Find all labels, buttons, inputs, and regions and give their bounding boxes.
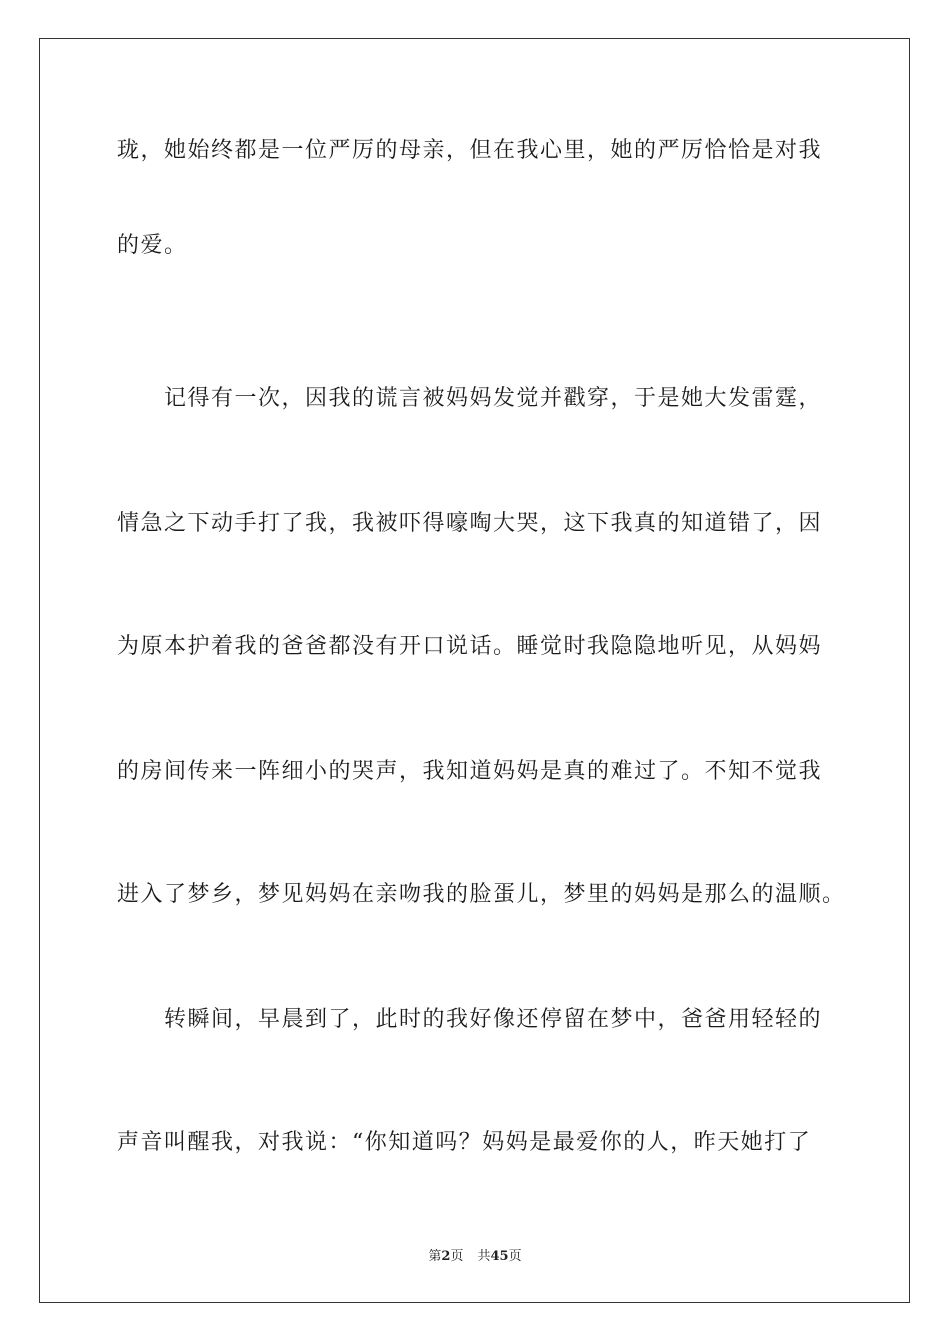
text-line: 的房间传来一阵细小的哭声，我知道妈妈是真的难过了。不知不觉我	[117, 759, 823, 784]
text-line: 的爱。	[117, 233, 188, 258]
text-line: 珑，她始终都是一位严厉的母亲，但在我心里，她的严厉恰恰是对我	[117, 138, 823, 163]
text-line: 记得有一次，因我的谎言被妈妈发觉并戳穿，于是她大发雷霆，	[117, 386, 823, 411]
page-prefix: 第	[428, 1249, 442, 1264]
text-line: 情急之下动手打了我，我被吓得嚎啕大哭，这下我真的知道错了，因	[117, 511, 823, 536]
text-line: 转瞬间，早晨到了，此时的我好像还停留在梦中，爸爸用轻轻的	[117, 1007, 823, 1032]
text-line: 声音叫醒我，对我说：“你知道吗？妈妈是最爱你的人，昨天她打了	[117, 1130, 812, 1155]
page-footer	[0, 1248, 950, 1266]
page-border	[39, 38, 910, 1303]
text-line: 进入了梦乡，梦见妈妈在亲吻我的脸蛋儿，梦里的妈妈是那么的温顺。	[117, 882, 846, 907]
text-line: 为原本护着我的爸爸都没有开口说话。睡觉时我隐隐地听见，从妈妈	[117, 634, 823, 659]
total-pages: 45	[490, 1249, 509, 1264]
total-suffix: 页	[508, 1249, 522, 1264]
page-number: 2	[441, 1249, 451, 1264]
total-prefix: 共	[477, 1249, 491, 1264]
page-suffix: 页	[450, 1249, 464, 1264]
